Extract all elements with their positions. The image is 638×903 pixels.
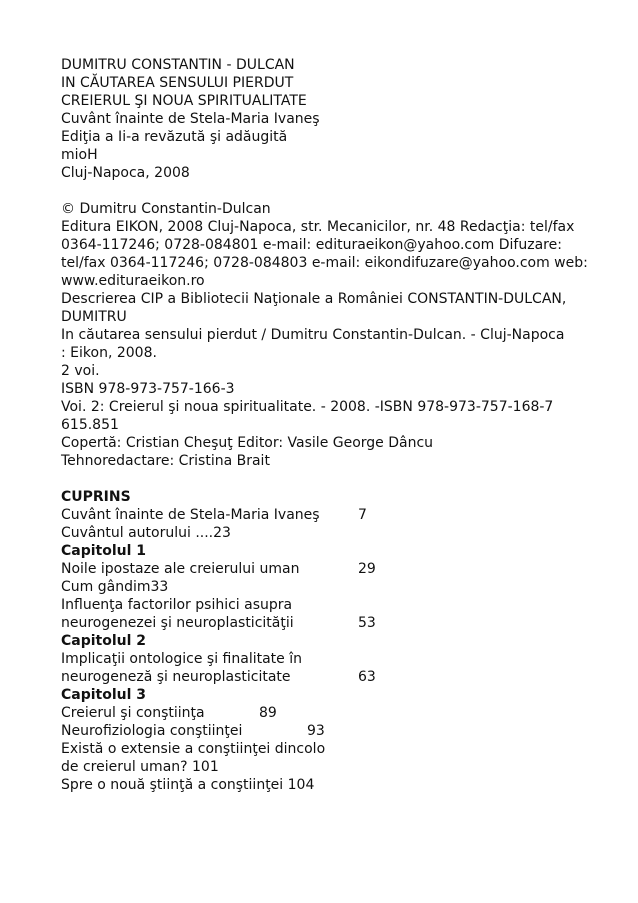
toc-entry-title: neurogeneză şi neuroplasticitate xyxy=(61,669,291,685)
toc-entry-title: Cum gândim33 xyxy=(61,579,169,595)
toc-entry xyxy=(61,722,601,740)
page-content xyxy=(61,56,601,794)
toc-entry-title: Cuvântul autorului ....23 xyxy=(61,525,231,541)
cover-editor-credits: Copertă: Cristian Cheşuţ Editor: Vasile George Dâncu xyxy=(61,435,434,451)
toc-entry xyxy=(61,578,601,596)
toc-page-number: 63 xyxy=(358,669,376,685)
classification-code: 615.851 xyxy=(61,417,119,433)
toc-entry xyxy=(61,668,601,686)
toc-entry-title: Noile ipostaze ale creierului uman xyxy=(61,561,300,577)
toc-page-number: 29 xyxy=(358,561,376,577)
toc-entry xyxy=(61,740,601,758)
title-block xyxy=(61,56,601,182)
toc-entry xyxy=(61,560,601,578)
edition-note: Ediţia a Ii-a revăzută şi adăugită xyxy=(61,129,288,145)
toc-entry xyxy=(61,524,601,542)
toc-chapter-label: Capitolul 2 xyxy=(61,633,147,649)
toc-entry xyxy=(61,704,601,722)
toc-entry-title: de creierul uman? 101 xyxy=(61,759,219,775)
foreword-credit: Cuvânt înainte de Stela-Maria Ivaneş xyxy=(61,111,320,127)
table-of-contents xyxy=(61,488,601,794)
toc-entry xyxy=(61,758,601,776)
toc-heading: CUPRINS xyxy=(61,489,131,505)
toc-entry xyxy=(61,776,601,794)
volumes: 2 voi. xyxy=(61,363,100,379)
copyright-block xyxy=(61,200,601,470)
cip-heading: Descrierea CIP a Bibliotecii Naţionale a României CONSTANTIN-DULCAN, DUMITRU xyxy=(61,291,567,325)
cip-title: In căutarea sensului pierdut / Dumitru Constantin-Dulcan. - Cluj-Napoca xyxy=(61,327,565,343)
toc-entry-title: Neurofiziologia conştiinţei xyxy=(61,723,243,739)
toc-chapter-heading xyxy=(61,632,601,650)
place-year: Cluj-Napoca, 2008 xyxy=(61,165,190,181)
toc-page-number: 89 xyxy=(259,705,277,721)
toc-page-number: 7 xyxy=(358,507,367,523)
copyright-owner: © Dumitru Constantin-Dulcan xyxy=(61,201,271,217)
author-name: DUMITRU CONSTANTIN - DULCAN xyxy=(61,57,295,73)
toc-entry-title: neurogenezei şi neuroplasticităţii xyxy=(61,615,294,631)
toc-chapter-heading xyxy=(61,686,601,704)
toc-entry-title: Influenţa factorilor psihici asupra xyxy=(61,597,293,613)
toc-chapter-label: Capitolul 1 xyxy=(61,543,147,559)
volume-2-isbn: Voi. 2: Creierul şi noua spiritualitate. - 2008. -ISBN 978-973-757-168-7 xyxy=(61,399,554,415)
toc-entry xyxy=(61,506,601,524)
spacer xyxy=(61,470,601,488)
toc-list xyxy=(61,506,601,794)
toc-entry-title: Implicaţii ontologice şi finalitate în xyxy=(61,651,302,667)
publisher-mark: mioH xyxy=(61,147,98,163)
spacer xyxy=(61,182,601,200)
toc-entry xyxy=(61,596,601,614)
toc-chapter-label: Capitolul 3 xyxy=(61,687,147,703)
isbn: ISBN 978-973-757-166-3 xyxy=(61,381,235,397)
series-title: IN CĂUTAREA SENSULUI PIERDUT xyxy=(61,75,294,91)
toc-entry xyxy=(61,650,601,668)
book-title: CREIERUL ŞI NOUA SPIRITUALITATE xyxy=(61,93,307,109)
toc-entry xyxy=(61,614,601,632)
toc-entry-title: Există o extensie a conştiinţei dincolo xyxy=(61,741,326,757)
typesetting-credit: Tehnoredactare: Cristina Brait xyxy=(61,453,270,469)
toc-entry-title: Cuvânt înainte de Stela-Maria Ivaneş xyxy=(61,507,320,523)
toc-entry-title: Spre o nouă ştiinţă a conştiinţei 104 xyxy=(61,777,315,793)
publisher-info: Editura EIKON, 2008 Cluj-Napoca, str. Mecanicilor, nr. 48 Redacţia: tel/fax 0364-117246; 0728-084801 e-mail: edituraeikon@yahoo.com Difuzare: tel/fax 0364-117246; 0728-084803 e-mail: eikondifuzare@yahoo.com web: www.edituraeikon.ro xyxy=(61,219,588,289)
cip-publisher: : Eikon, 2008. xyxy=(61,345,157,361)
toc-entry-title: Creierul şi conştiinţa xyxy=(61,705,205,721)
toc-page-number: 53 xyxy=(358,615,376,631)
toc-page-number: 93 xyxy=(307,723,325,739)
toc-chapter-heading xyxy=(61,542,601,560)
